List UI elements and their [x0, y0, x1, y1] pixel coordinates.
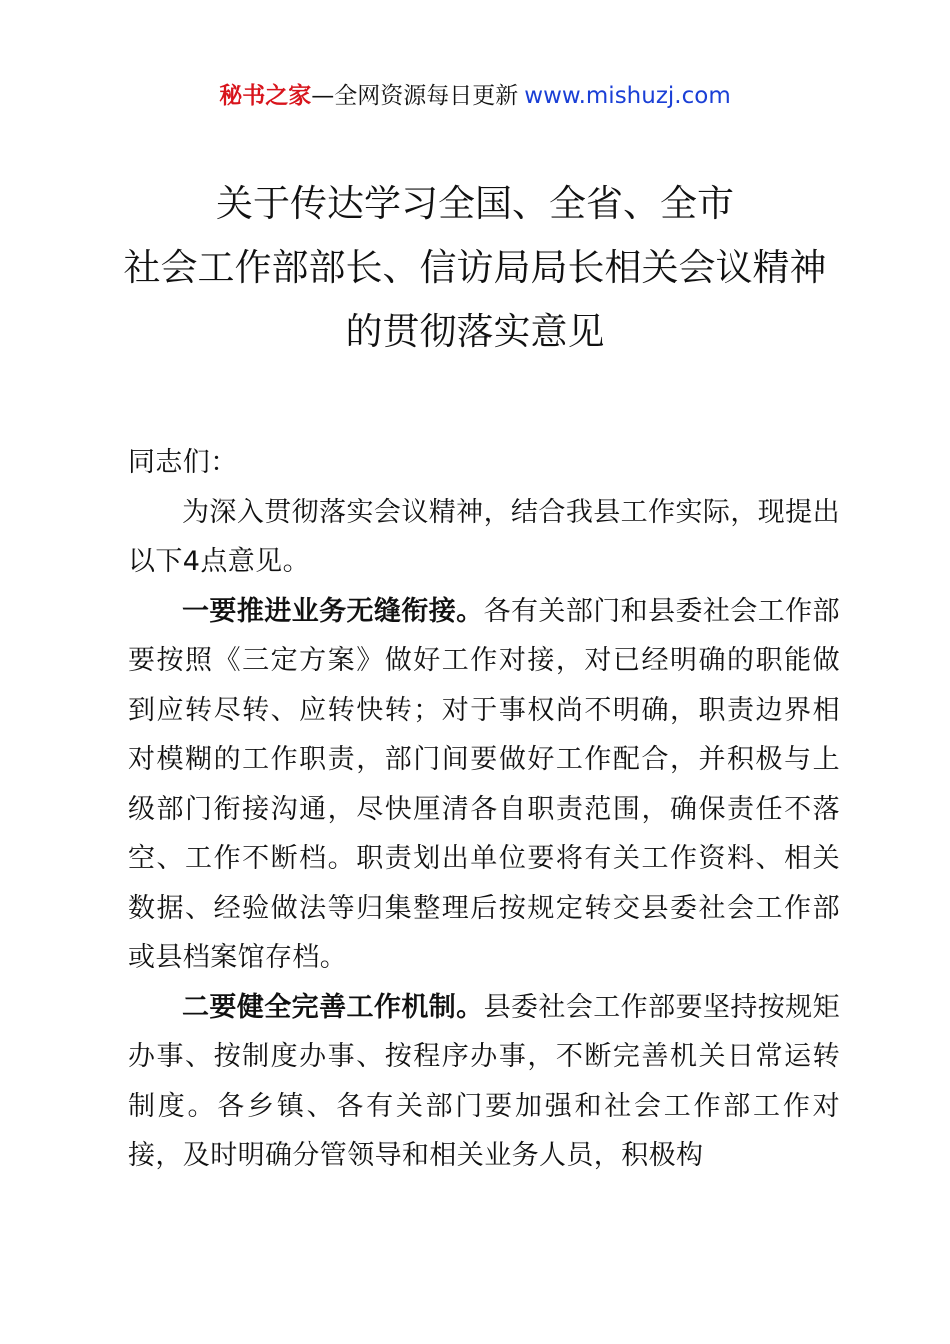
title-line-3: 的贯彻落实意见 [345, 310, 605, 353]
section-paragraph-2 [128, 983, 840, 1181]
page-header [0, 80, 950, 112]
title-line-2: 社会工作部部长、信访局局长相关会议精神 [123, 246, 827, 289]
document-title [60, 172, 890, 364]
section-paragraph-1 [128, 587, 840, 983]
section-text-1: 各有关部门和县委社会工作部要按照《三定方案》做好工作对接，对已经明确的职能做到应转尽转、应转快转；对于事权尚不明确，职责边界相对模糊的工作职责，部门间要做好工作配合，并积极与上级部门衔接沟通，尽快厘清各自职责范围，确保责任不落空、工作不断档。职责划出单位要将有关工作资料、相关数据、经验做法等归集整理后按规定转交县委社会工作部或县档案馆存档。 [128, 595, 840, 973]
intro-paragraph: 为深入贯彻落实会议精神，结合我县工作实际，现提出以下4点意见。 [128, 496, 840, 577]
salutation: 同志们： [128, 447, 238, 478]
title-line-1: 关于传达学习全国、全省、全市 [216, 182, 734, 225]
document-body [128, 438, 840, 1181]
brand-name: 秘书之家 [219, 83, 312, 109]
section-heading-2: 二要健全完善工作机制。 [182, 991, 484, 1023]
section-heading-1: 一要推进业务无缝衔接。 [182, 595, 484, 627]
section-text-2: 县委社会工作部要坚持按规矩办事、按制度办事、按程序办事，不断完善机关日常运转制度。各乡镇、各有关部门要加强和社会工作部工作对接，及时明确分管领导和相关业务人员，积极构 [128, 991, 840, 1171]
header-tagline: —全网资源每日更新 [311, 83, 519, 109]
site-url-link[interactable]: www.mishuzj.com [524, 83, 731, 109]
